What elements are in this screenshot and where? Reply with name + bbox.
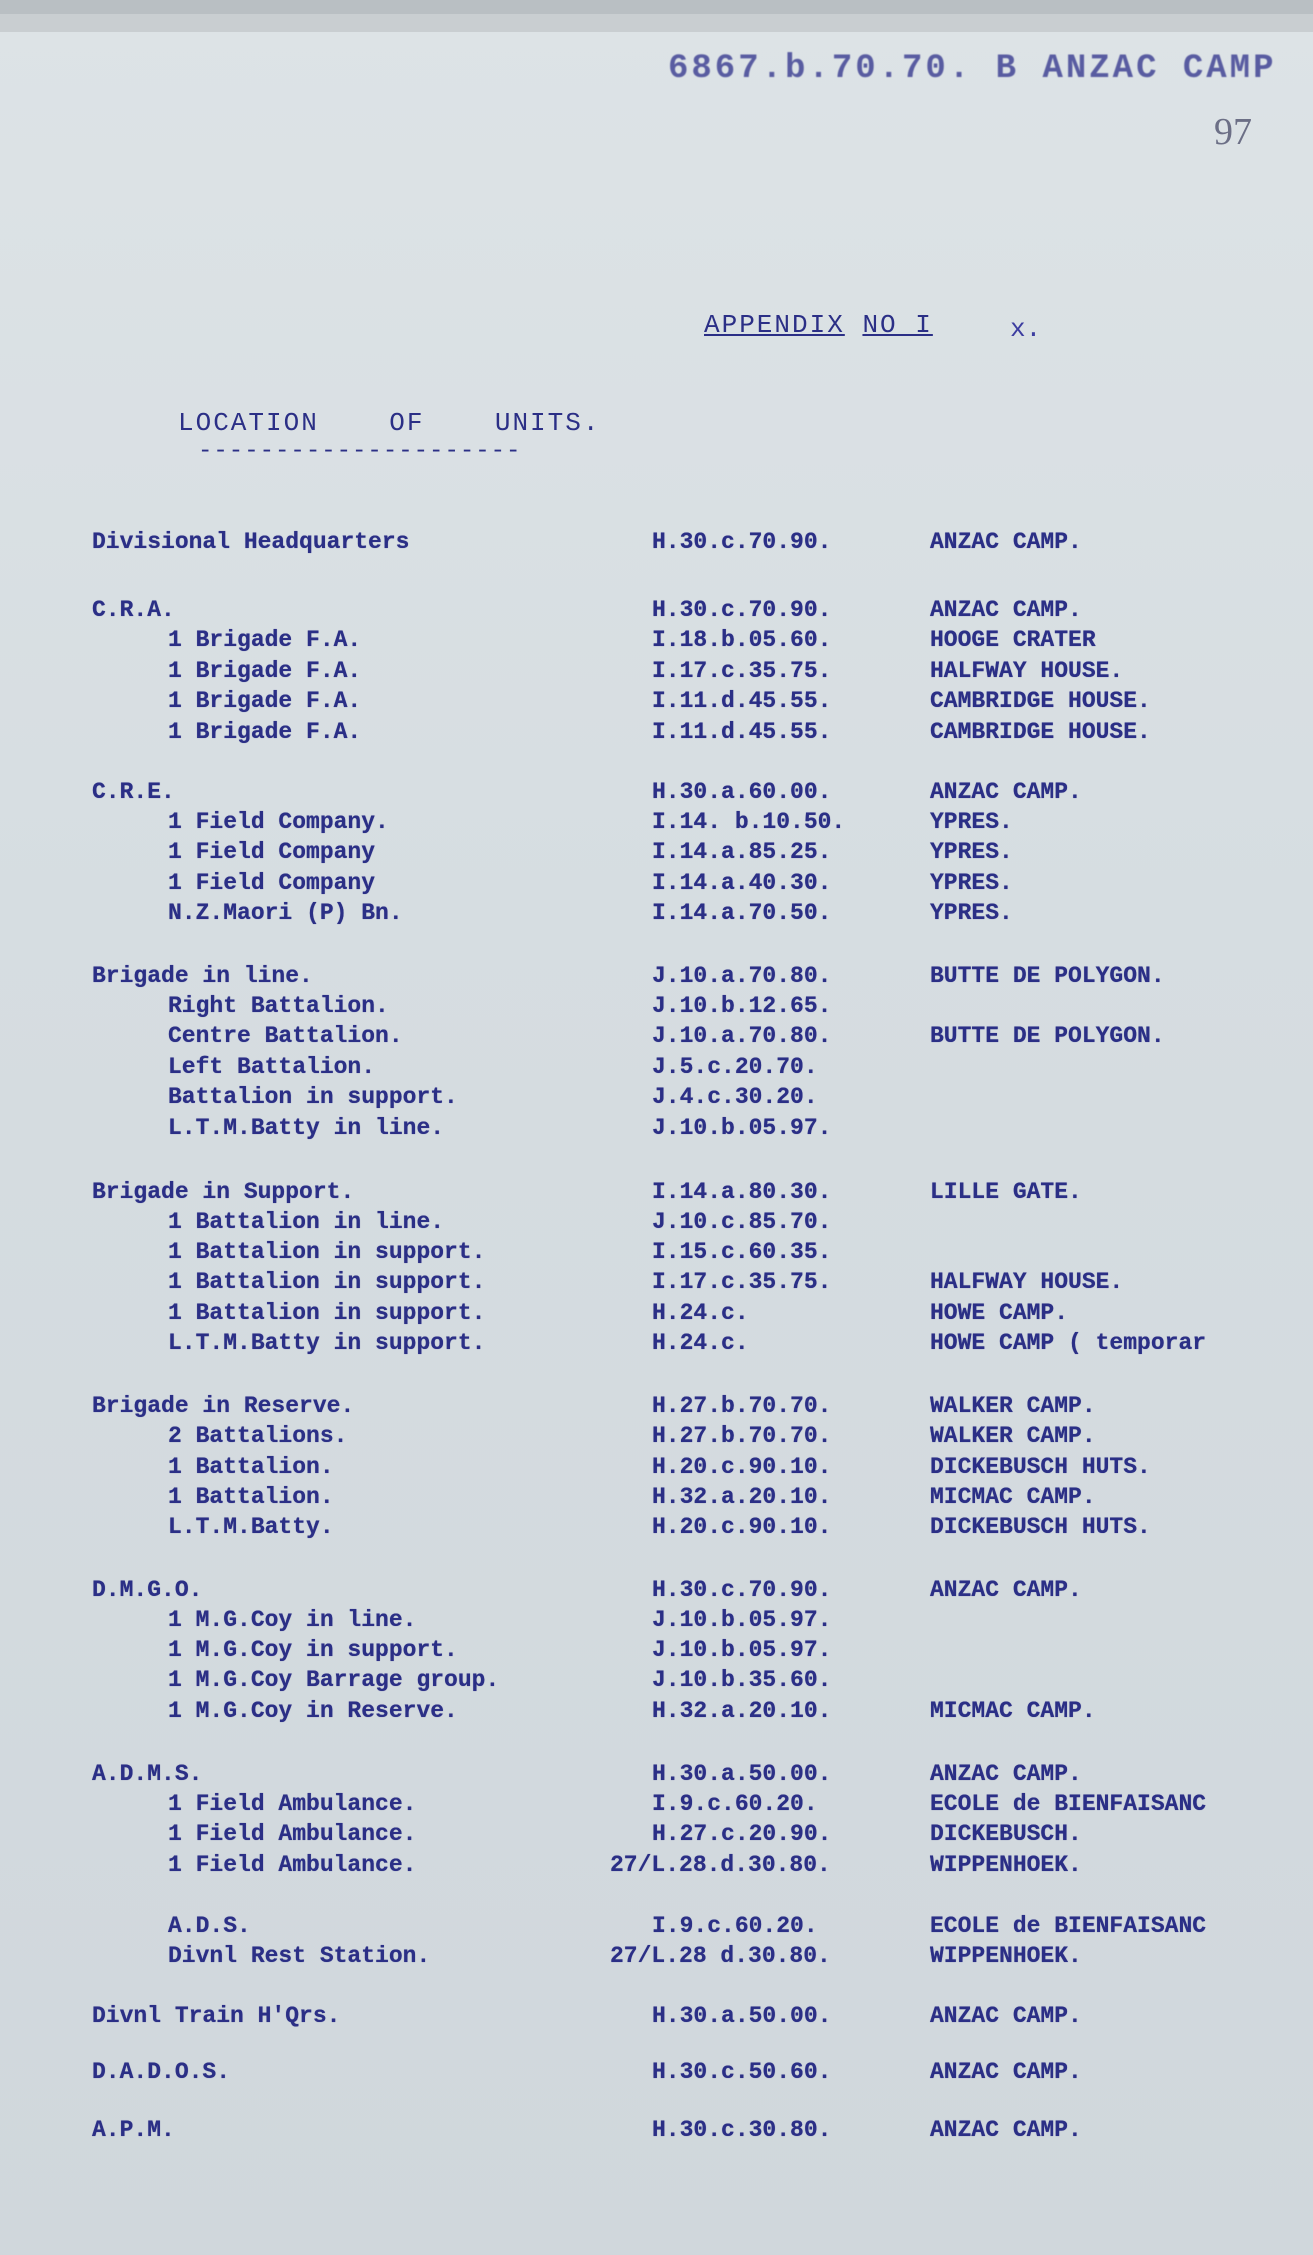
unit-name: 1 Battalion.	[168, 1454, 334, 1480]
table-row	[0, 1327, 1313, 1359]
unit-name: L.T.M.Batty in support.	[168, 1330, 486, 1356]
table-row	[0, 1788, 1313, 1820]
map-reference: H.32.a.20.10.	[652, 1698, 832, 1724]
unit-name: Divisional Headquarters	[92, 529, 410, 555]
table-row	[0, 1664, 1313, 1696]
location-name: WALKER CAMP.	[930, 1393, 1096, 1419]
map-reference: H.27.c.20.90.	[652, 1821, 832, 1847]
archive-stamp: 6867.b.70.70. B ANZAC CAMP	[668, 50, 1277, 88]
table-row	[0, 1511, 1313, 1543]
unit-name: 1 Battalion in support.	[168, 1269, 486, 1295]
table-row	[0, 1695, 1313, 1727]
location-name: ANZAC CAMP.	[930, 779, 1082, 805]
map-reference: I.14. b.10.50.	[652, 809, 846, 835]
table-row	[0, 716, 1313, 748]
appendix-mark: x.	[1010, 314, 1042, 344]
unit-name: 1 Field Ambulance.	[168, 1791, 417, 1817]
map-reference: I.17.c.35.75.	[652, 658, 832, 684]
unit-name: 1 M.G.Coy Barrage group.	[168, 1667, 500, 1693]
map-reference: I.14.a.85.25.	[652, 839, 832, 865]
table-row	[0, 990, 1313, 1022]
map-reference: I.14.a.40.30.	[652, 870, 832, 896]
unit-name: 2 Battalions.	[168, 1423, 348, 1449]
table-row	[0, 867, 1313, 899]
location-name: MICMAC CAMP.	[930, 1484, 1096, 1510]
map-reference: 27/L.28 d.30.80.	[610, 1943, 831, 1969]
unit-name: A.D.S.	[168, 1913, 251, 1939]
location-name: WIPPENHOEK.	[930, 1943, 1082, 1969]
table-row	[0, 1081, 1313, 1113]
unit-name: 1 Brigade F.A.	[168, 627, 362, 653]
unit-name: 1 Brigade F.A.	[168, 719, 362, 745]
map-reference: H.30.a.50.00.	[652, 2003, 832, 2029]
location-name: WIPPENHOEK.	[930, 1852, 1082, 1878]
table-row	[0, 2056, 1313, 2088]
appendix-heading	[704, 310, 933, 340]
unit-name: 1 Field Ambulance.	[168, 1821, 417, 1847]
map-reference: H.30.a.50.00.	[652, 1761, 832, 1787]
table-row	[0, 1051, 1313, 1083]
unit-name: N.Z.Maori (P) Bn.	[168, 900, 403, 926]
table-row	[0, 1818, 1313, 1850]
location-name: ANZAC CAMP.	[930, 2003, 1082, 2029]
map-reference: H.30.a.60.00.	[652, 779, 832, 805]
unit-name: 1 Field Company.	[168, 809, 389, 835]
map-reference: I.18.b.05.60.	[652, 627, 832, 653]
unit-name: A.D.M.S.	[92, 1761, 203, 1787]
map-reference: I.14.a.70.50.	[652, 900, 832, 926]
map-reference: J.10.b.12.65.	[652, 993, 832, 1019]
table-row	[0, 1390, 1313, 1422]
table-row	[0, 1176, 1313, 1208]
page-top-edge	[0, 14, 1313, 32]
map-reference: H.20.c.90.10.	[652, 1454, 832, 1480]
map-reference: J.10.a.70.80.	[652, 1023, 832, 1049]
map-reference: H.30.c.30.80.	[652, 2117, 832, 2143]
map-reference: H.30.c.70.90.	[652, 597, 832, 623]
location-name: YPRES.	[930, 900, 1013, 926]
location-name: WALKER CAMP.	[930, 1423, 1096, 1449]
location-name: ANZAC CAMP.	[930, 2117, 1082, 2143]
unit-name: Brigade in Support.	[92, 1179, 355, 1205]
table-row	[0, 1940, 1313, 1972]
location-name: HOWE CAMP.	[930, 1300, 1069, 1326]
table-row	[0, 1266, 1313, 1298]
map-reference: H.24.c.	[652, 1300, 749, 1326]
table-row	[0, 1849, 1313, 1881]
unit-name: Divnl Train H'Qrs.	[92, 2003, 341, 2029]
map-reference: I.11.d.45.55.	[652, 688, 832, 714]
unit-name: C.R.A.	[92, 597, 175, 623]
unit-name: 1 Battalion in line.	[168, 1209, 445, 1235]
unit-name: 1 Field Company	[168, 870, 376, 896]
unit-name: 1 Battalion in support.	[168, 1239, 486, 1265]
document-title: LOCATION OF UNITS.	[178, 408, 601, 438]
map-reference: J.10.a.70.80.	[652, 963, 832, 989]
table-row	[0, 960, 1313, 992]
table-row	[0, 1910, 1313, 1942]
unit-name: L.T.M.Batty.	[168, 1514, 334, 1540]
map-reference: J.10.b.05.97.	[652, 1115, 832, 1141]
map-reference: H.30.c.50.60.	[652, 2059, 832, 2085]
location-name: LILLE GATE.	[930, 1179, 1082, 1205]
location-name: DICKEBUSCH.	[930, 1821, 1082, 1847]
table-row	[0, 806, 1313, 838]
location-name: ANZAC CAMP.	[930, 1577, 1082, 1603]
map-reference: H.32.a.20.10.	[652, 1484, 832, 1510]
map-reference: J.10.c.85.70.	[652, 1209, 832, 1235]
unit-name: C.R.E.	[92, 779, 175, 805]
location-name: CAMBRIDGE HOUSE.	[930, 688, 1151, 714]
table-row	[0, 685, 1313, 717]
location-name: DICKEBUSCH HUTS.	[930, 1514, 1151, 1540]
location-name: YPRES.	[930, 809, 1013, 835]
map-reference: J.10.b.35.60.	[652, 1667, 832, 1693]
map-reference: I.11.d.45.55.	[652, 719, 832, 745]
unit-name: Brigade in Reserve.	[92, 1393, 355, 1419]
unit-name: 1 M.G.Coy in Reserve.	[168, 1698, 458, 1724]
location-name: HALFWAY HOUSE.	[930, 658, 1124, 684]
map-reference: H.20.c.90.10.	[652, 1514, 832, 1540]
table-row	[0, 624, 1313, 656]
table-row	[0, 1112, 1313, 1144]
table-row	[0, 655, 1313, 687]
table-row	[0, 2000, 1313, 2032]
map-reference: H.27.b.70.70.	[652, 1393, 832, 1419]
table-row	[0, 594, 1313, 626]
unit-name: 1 M.G.Coy in support.	[168, 1637, 458, 1663]
location-name: YPRES.	[930, 839, 1013, 865]
unit-name: 1 Field Ambulance.	[168, 1852, 417, 1878]
table-row	[0, 526, 1313, 558]
location-name: ECOLE de BIENFAISANC	[930, 1913, 1207, 1939]
table-row	[0, 1451, 1313, 1483]
location-name: YPRES.	[930, 870, 1013, 896]
unit-name: D.A.D.O.S.	[92, 2059, 231, 2085]
map-reference: H.30.c.70.90.	[652, 1577, 832, 1603]
table-row	[0, 1420, 1313, 1452]
table-row	[0, 897, 1313, 929]
unit-name: D.M.G.O.	[92, 1577, 203, 1603]
map-reference: H.27.b.70.70.	[652, 1423, 832, 1449]
unit-name: Brigade in line.	[92, 963, 313, 989]
map-reference: J.5.c.20.70.	[652, 1054, 818, 1080]
location-name: MICMAC CAMP.	[930, 1698, 1096, 1724]
unit-name: Left Battalion.	[168, 1054, 376, 1080]
unit-name: Battalion in support.	[168, 1084, 458, 1110]
map-reference: 27/L.28.d.30.80.	[610, 1852, 831, 1878]
document-page	[0, 14, 1313, 2255]
location-name: BUTTE DE POLYGON.	[930, 963, 1165, 989]
table-row	[0, 1236, 1313, 1268]
map-reference: I.14.a.80.30.	[652, 1179, 832, 1205]
map-reference: I.9.c.60.20.	[652, 1913, 818, 1939]
unit-name: L.T.M.Batty in line.	[168, 1115, 445, 1141]
table-row	[0, 776, 1313, 808]
unit-name: 1 Brigade F.A.	[168, 688, 362, 714]
table-row	[0, 2114, 1313, 2146]
unit-name: Centre Battalion.	[168, 1023, 403, 1049]
appendix-label: APPENDIX	[704, 310, 845, 340]
location-name: ANZAC CAMP.	[930, 529, 1082, 555]
table-row	[0, 836, 1313, 868]
unit-name: 1 Field Company	[168, 839, 376, 865]
table-row	[0, 1297, 1313, 1329]
location-name: ANZAC CAMP.	[930, 2059, 1082, 2085]
table-row	[0, 1206, 1313, 1238]
appendix-number: NO I	[862, 310, 933, 340]
map-reference: I.9.c.60.20.	[652, 1791, 818, 1817]
unit-name: A.P.M.	[92, 2117, 175, 2143]
table-row	[0, 1020, 1313, 1052]
location-name: ECOLE de BIENFAISANC	[930, 1791, 1207, 1817]
map-reference: I.17.c.35.75.	[652, 1269, 832, 1295]
unit-name: Right Battalion.	[168, 993, 389, 1019]
location-name: HOOGE CRATER	[930, 627, 1096, 653]
map-reference: J.10.b.05.97.	[652, 1607, 832, 1633]
map-reference: I.15.c.60.35.	[652, 1239, 832, 1265]
unit-name: 1 M.G.Coy in line.	[168, 1607, 417, 1633]
table-row	[0, 1634, 1313, 1666]
table-row	[0, 1574, 1313, 1606]
unit-name: 1 Battalion.	[168, 1484, 334, 1510]
map-reference: H.30.c.70.90.	[652, 529, 832, 555]
folio-number: 97	[1214, 111, 1252, 153]
unit-name: Divnl Rest Station.	[168, 1943, 431, 1969]
location-name: DICKEBUSCH HUTS.	[930, 1454, 1151, 1480]
location-name: CAMBRIDGE HOUSE.	[930, 719, 1151, 745]
location-name: ANZAC CAMP.	[930, 1761, 1082, 1787]
location-name: HOWE CAMP ( temporar	[930, 1330, 1207, 1356]
title-underline: ---------------------	[198, 438, 522, 465]
location-name: BUTTE DE POLYGON.	[930, 1023, 1165, 1049]
table-row	[0, 1758, 1313, 1790]
map-reference: H.24.c.	[652, 1330, 749, 1356]
unit-name: 1 Brigade F.A.	[168, 658, 362, 684]
table-row	[0, 1604, 1313, 1636]
unit-name: 1 Battalion in support.	[168, 1300, 486, 1326]
location-name: HALFWAY HOUSE.	[930, 1269, 1124, 1295]
map-reference: J.10.b.05.97.	[652, 1637, 832, 1663]
location-name: ANZAC CAMP.	[930, 597, 1082, 623]
table-row	[0, 1481, 1313, 1513]
map-reference: J.4.c.30.20.	[652, 1084, 818, 1110]
